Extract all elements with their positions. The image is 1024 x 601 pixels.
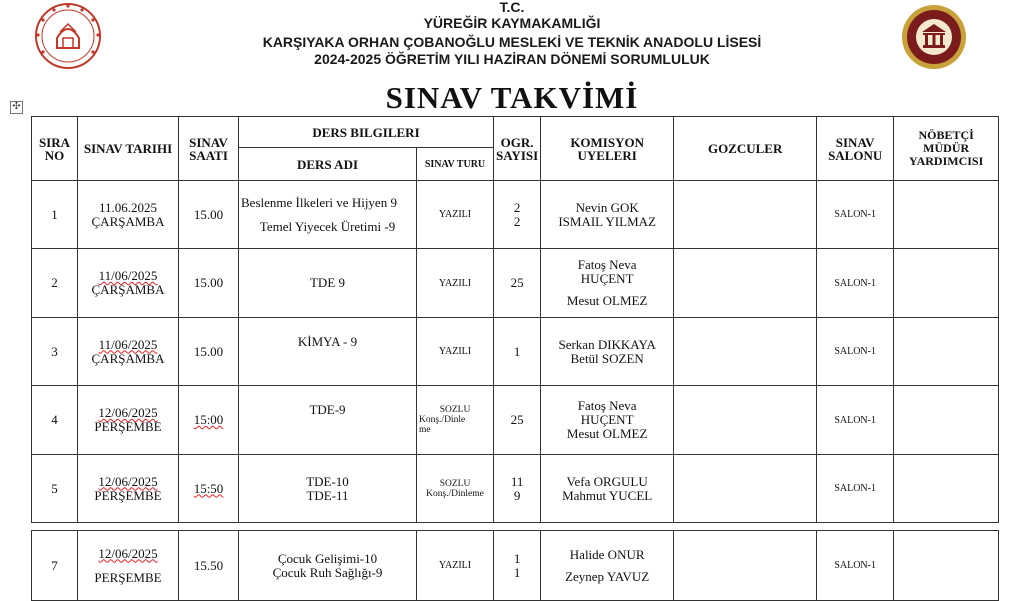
exam-schedule-table	[31, 116, 999, 601]
row-type: YAZILI	[417, 181, 494, 249]
row-time: 15:00	[179, 386, 239, 455]
col-nobetci-mudur: NÖBETÇİ MÜDÜR YARDIMCISI	[894, 117, 999, 181]
header-tc: T.C.	[499, 0, 525, 15]
table-row	[32, 181, 999, 249]
row-type: SOZLU Konş./Dinleme	[417, 455, 494, 523]
row-time: 15:50	[179, 455, 239, 523]
row-observers	[674, 386, 817, 455]
row-time: 15.00	[179, 318, 239, 386]
row-observers	[674, 531, 817, 601]
row-committee: Serkan DIKKAYA Betül SOZEN	[541, 318, 674, 386]
row-type: SOZLU Konş./Dinle me	[417, 386, 494, 455]
row-no: 2	[32, 249, 78, 318]
row-date: 12/06/2025 PERŞEMBE	[78, 386, 179, 455]
row-committee: Fatoş Neva HUÇENT Mesut OLMEZ	[541, 386, 674, 455]
row-no: 3	[32, 318, 78, 386]
row-salon: SALON-1	[817, 249, 894, 318]
row-count: 11 9	[494, 455, 541, 523]
row-time: 15.50	[179, 531, 239, 601]
row-count: 2 2	[494, 181, 541, 249]
col-sinav-saati: SINAV SAATI	[179, 117, 239, 181]
row-date: 11/06/2025 ÇARŞAMBA	[78, 318, 179, 386]
row-type: YAZILI	[417, 531, 494, 601]
row-committee: Nevin GOK ISMAIL YILMAZ	[541, 181, 674, 249]
table-row	[32, 386, 999, 455]
row-committee: Vefa ORGULU Mahmut YUCEL	[541, 455, 674, 523]
table-row	[32, 249, 999, 318]
row-duty-assistant	[894, 386, 999, 455]
row-duty-assistant	[894, 181, 999, 249]
row-committee: Halide ONUR Zeynep YAVUZ	[541, 531, 674, 601]
col-sinav-salonu: SINAV SALONU	[817, 117, 894, 181]
col-komisyon-uyeleri: KOMISYON UYELERI	[541, 117, 674, 181]
col-sinav-tarihi: SINAV TARIHI	[78, 117, 179, 181]
school-emblem-icon	[896, 4, 972, 70]
row-no: 4	[32, 386, 78, 455]
row-salon: SALON-1	[817, 318, 894, 386]
row-observers	[674, 249, 817, 318]
table-move-handle-icon[interactable]: ✣	[10, 101, 23, 114]
row-count: 25	[494, 386, 541, 455]
col-ogr-sayisi: OGR. SAYISI	[494, 117, 541, 181]
meb-logo-icon	[30, 2, 106, 70]
row-salon: SALON-1	[817, 531, 894, 601]
table-row	[32, 318, 999, 386]
col-gozculer: GOZCULER	[674, 117, 817, 181]
row-date: 11.06.2025 ÇARŞAMBA	[78, 181, 179, 249]
row-count: 25	[494, 249, 541, 318]
header-district: YÜREĞİR KAYMAKAMLIĞI	[423, 15, 601, 31]
row-course: Beslenme İlkeleri ve Hijyen 9 Temel Yiyecek Üretimi -9	[239, 181, 417, 249]
row-no: 1	[32, 181, 78, 249]
row-salon: SALON-1	[817, 455, 894, 523]
row-committee: Fatoş Neva HUÇENT Mesut OLMEZ	[541, 249, 674, 318]
row-type: YAZILI	[417, 318, 494, 386]
table-gap	[32, 523, 999, 531]
header-year: 2024-2025 ÖĞRETİM YILI HAZİRAN DÖNEMİ SORUMLULUK	[314, 51, 710, 67]
row-date: 11/06/2025 ÇARŞAMBA	[78, 249, 179, 318]
row-salon: SALON-1	[817, 181, 894, 249]
row-no: 5	[32, 455, 78, 523]
row-course: KİMYA - 9	[239, 318, 417, 386]
col-sinav-turu: SINAV TURU	[417, 148, 494, 181]
header-school: KARŞIYAKA ORHAN ÇOBANOĞLU MESLEKİ VE TEKNİK ANADOLU LİSESİ	[262, 34, 762, 50]
row-course: TDE-9	[239, 386, 417, 455]
row-duty-assistant	[894, 249, 999, 318]
row-salon: SALON-1	[817, 386, 894, 455]
row-count: 1 1	[494, 531, 541, 601]
col-sira-no: SIRA NO	[32, 117, 78, 181]
page-title: SINAV TAKVİMİ	[385, 80, 639, 115]
row-course: TDE-10 TDE-11	[239, 455, 417, 523]
row-date: 12/06/2025 PERŞEMBE	[78, 455, 179, 523]
row-duty-assistant	[894, 531, 999, 601]
row-duty-assistant	[894, 455, 999, 523]
col-ders-adi: DERS ADI	[239, 148, 417, 181]
row-duty-assistant	[894, 318, 999, 386]
row-count: 1	[494, 318, 541, 386]
row-observers	[674, 318, 817, 386]
row-time: 15.00	[179, 181, 239, 249]
row-observers	[674, 455, 817, 523]
row-no: 7	[32, 531, 78, 601]
row-course: Çocuk Gelişimi-10 Çocuk Ruh Sağlığı-9	[239, 531, 417, 601]
row-course: TDE 9	[239, 249, 417, 318]
row-observers	[674, 181, 817, 249]
table-row	[32, 531, 999, 601]
row-time: 15.00	[179, 249, 239, 318]
col-ders-bilgileri: DERS BILGILERI	[239, 117, 494, 148]
table-row	[32, 455, 999, 523]
row-type: YAZILI	[417, 249, 494, 318]
row-date: 12/06/2025 PERŞEMBE	[78, 531, 179, 601]
